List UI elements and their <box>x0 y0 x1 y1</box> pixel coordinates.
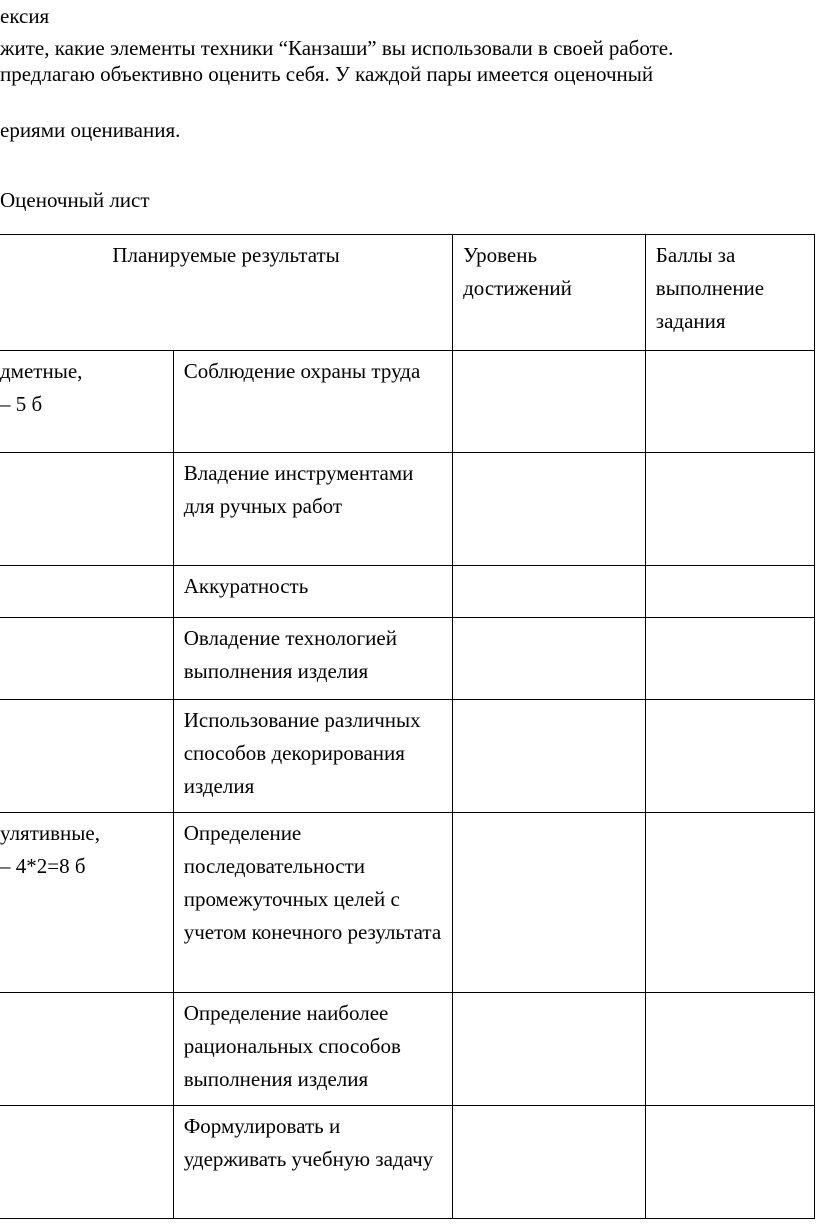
intro-line-3: предлагаю объективно оценить себя. У каждой пары имеется оценочный <box>0 62 654 86</box>
sheet-title: Оценочный лист <box>0 188 150 212</box>
category-cell <box>0 813 173 993</box>
category-points: – 4*2=8 б <box>0 854 86 878</box>
criterion-cell: Аккуратность <box>173 566 452 618</box>
intro-line-2: жите, какие элементы техники “Канзаши” вы использовали в своей работе. <box>0 36 674 60</box>
category-cell <box>0 1106 173 1219</box>
criterion-cell: Использование различных способов декорирования изделия <box>173 700 452 813</box>
score-cell <box>645 993 814 1106</box>
score-cell <box>645 453 814 566</box>
intro-line-4: ериями оценивания. <box>0 118 181 142</box>
table-row <box>0 1106 815 1219</box>
intro-line-1: ексия <box>0 4 50 28</box>
header-achievement-level: Уровень достижений <box>453 235 646 351</box>
criterion-cell: Формулировать и удерживать учебную задачу <box>173 1106 452 1219</box>
category-name: дметные, <box>0 359 83 383</box>
criterion-cell: Соблюдение охраны труда <box>173 351 452 453</box>
criterion-cell: Владение инструментами для ручных работ <box>173 453 452 566</box>
assessment-table <box>0 234 815 1219</box>
score-cell <box>645 813 814 993</box>
level-cell <box>453 618 646 700</box>
category-name: улятивные, <box>0 821 100 845</box>
level-cell <box>453 993 646 1106</box>
level-cell <box>453 566 646 618</box>
table-row <box>0 700 815 813</box>
category-points: – 5 б <box>0 392 43 416</box>
score-cell <box>645 351 814 453</box>
score-cell <box>645 1106 814 1219</box>
score-cell <box>645 700 814 813</box>
table-row <box>0 566 815 618</box>
category-cell <box>0 618 173 700</box>
score-cell <box>645 618 814 700</box>
criterion-cell: Определение наиболее рациональных способов выполнения изделия <box>173 993 452 1106</box>
category-cell <box>0 453 173 566</box>
header-task-score: Баллы за выполнение задания <box>645 235 814 351</box>
level-cell <box>453 700 646 813</box>
level-cell <box>453 1106 646 1219</box>
table-row <box>0 351 815 453</box>
category-cell <box>0 700 173 813</box>
category-cell <box>0 993 173 1106</box>
level-cell <box>453 813 646 993</box>
score-cell <box>645 566 814 618</box>
criterion-cell: Овладение технологией выполнения изделия <box>173 618 452 700</box>
table-row <box>0 813 815 993</box>
level-cell <box>453 351 646 453</box>
criterion-cell: Определение последовательности промежуточных целей с учетом конечного результата <box>173 813 452 993</box>
table-row <box>0 453 815 566</box>
level-cell <box>453 453 646 566</box>
table-row <box>0 993 815 1106</box>
category-cell <box>0 566 173 618</box>
table-header-row <box>0 235 815 351</box>
header-planned-results: Планируемые результаты <box>0 235 453 351</box>
category-cell <box>0 351 173 453</box>
table-row <box>0 618 815 700</box>
